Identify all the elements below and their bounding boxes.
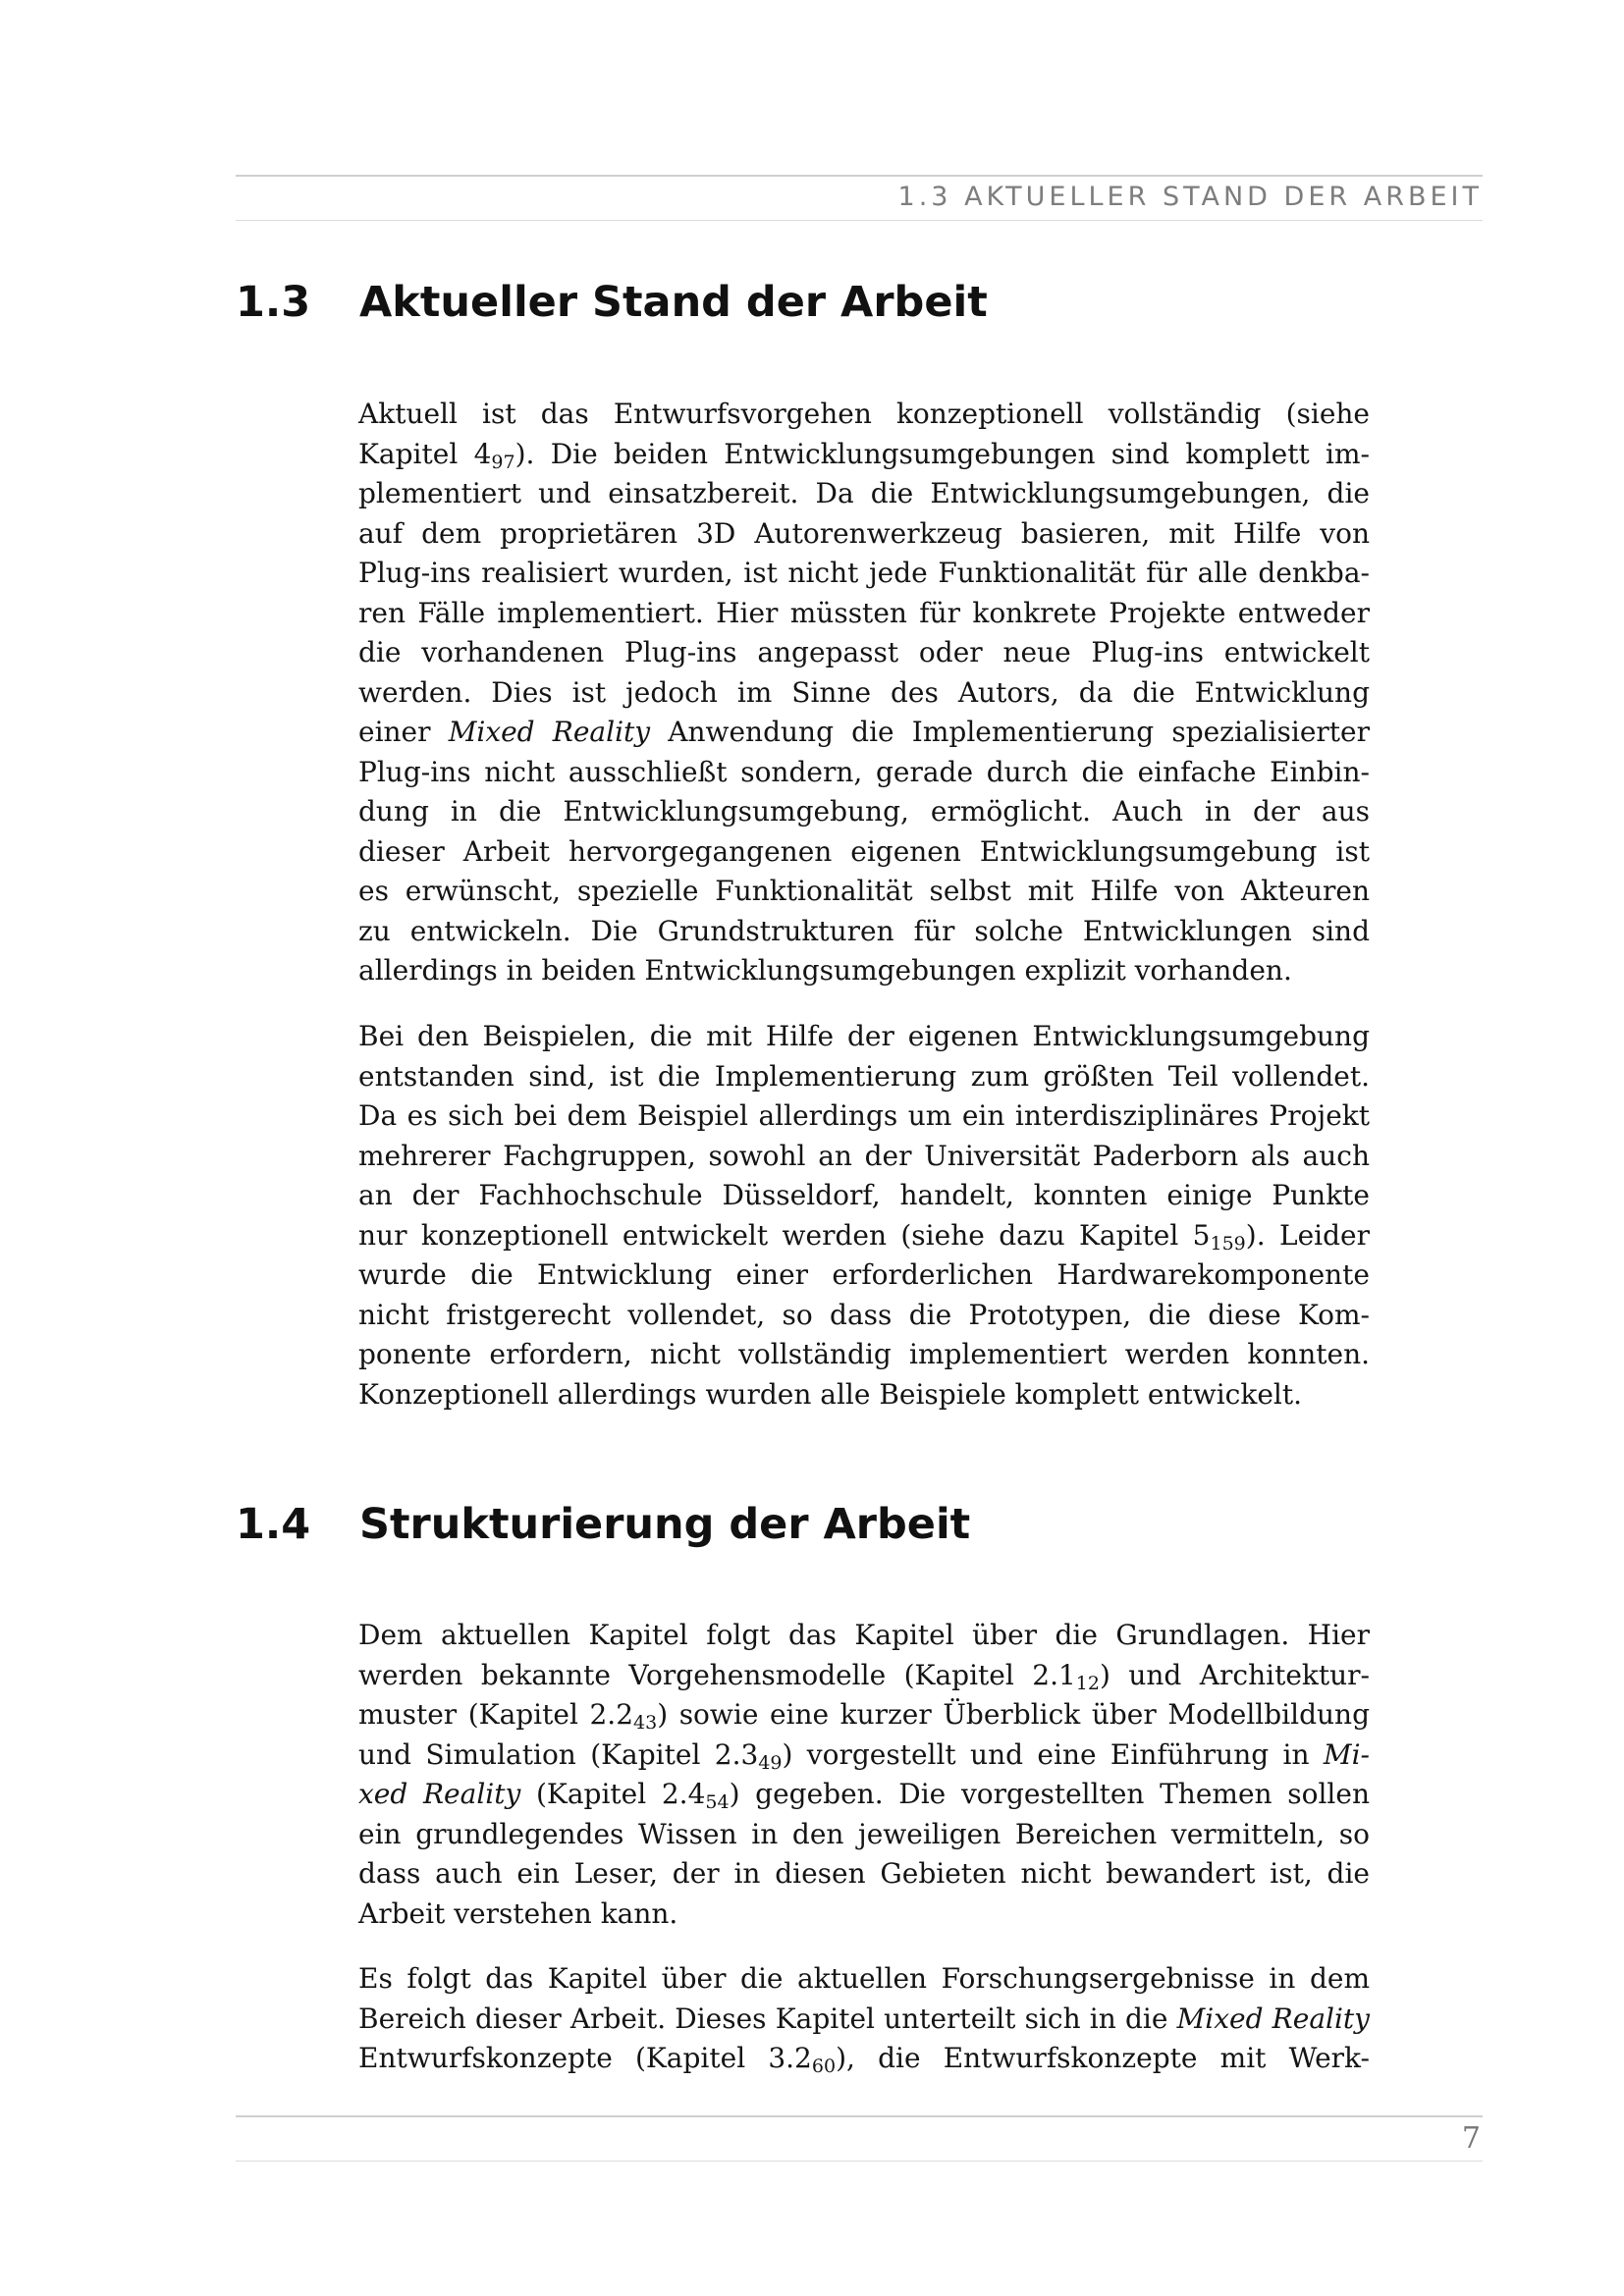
text-line: Arbeit verstehen kann.	[358, 1896, 678, 1930]
section-title: Aktueller Stand der Arbeit	[359, 278, 988, 327]
section-heading-1-3	[236, 273, 988, 332]
text-line: nur konzeptionell entwickelt werden (siehe dazu Kapitel $5_{159}$). Leider	[358, 1218, 1370, 1255]
text-line: ein grundlegendes Wissen in den jeweiligen Bereichen vermitteln, so	[358, 1817, 1370, 1850]
text-line: muster (Kapitel $2.2_{43}$) sowie eine kurzer Überblick über Modellbildung	[358, 1698, 1370, 1734]
paragraph-1-4-a	[358, 1616, 1370, 1934]
text-line: Plug-ins realisiert wurden, ist nicht jede Funktionalität für alle denkba-	[358, 557, 1370, 589]
footer-rule-top	[236, 2115, 1483, 2117]
text-line: und Simulation (Kapitel $2.3_{49}$) vorgestellt und eine Einführung in Mi-	[358, 1737, 1370, 1774]
text-line: mehrerer Fachgruppen, sowohl an der Universität Paderborn als auch	[358, 1139, 1370, 1172]
page-ref-subscript: 54	[705, 1791, 730, 1813]
text-line: Aktuell ist das Entwurfsvorgehen konzeptionell vollständig (siehe	[358, 398, 1370, 430]
text-line: Kapitel $4_{97}$). Die beiden Entwicklungsumgebungen sind komplett im-	[358, 437, 1371, 473]
page-ref-subscript: 12	[1075, 1672, 1100, 1694]
text-line: Es folgt das Kapitel über die aktuellen Forschungsergebnisse in dem	[358, 1962, 1370, 1995]
text-line: Da es sich bei dem Beispiel allerdings um ein interdisziplinäres Projekt	[358, 1099, 1370, 1132]
text-line: Bei den Beispielen, die mit Hilfe der eigenen Entwicklungsumgebung	[358, 1020, 1370, 1052]
running-header: 1.3 AKTUELLER STAND DER ARBEIT	[897, 182, 1483, 212]
paragraph-1-4-b	[358, 1959, 1370, 2079]
section-number: 1.3	[236, 278, 311, 327]
text-line: ponente erfordern, nicht vollständig implementiert werden konnten.	[358, 1338, 1370, 1370]
page-ref-subscript: 97	[491, 451, 515, 473]
section-title: Strukturierung der Arbeit	[359, 1500, 971, 1549]
page-ref-subscript: 49	[758, 1751, 783, 1774]
text-line: wurde die Entwicklung einer erforderlichen Hardwarekomponente	[358, 1258, 1370, 1291]
text-line: nicht fristgerecht vollendet, so dass die Prototypen, die diese Kom-	[358, 1298, 1370, 1331]
text-line: allerdings in beiden Entwicklungsumgebungen explizit vorhanden.	[358, 954, 1292, 987]
page-ref-subscript: 60	[811, 2056, 837, 2077]
page-number: 7	[1461, 2121, 1481, 2156]
text-line: Plug-ins nicht ausschließt sondern, gerade durch die einfache Einbin-	[358, 755, 1370, 788]
text-line: ren Fälle implementiert. Hier müssten für konkrete Projekte entweder	[358, 596, 1370, 629]
text-line: zu entwickeln. Die Grundstrukturen für solche Entwicklungen sind	[358, 914, 1370, 947]
text-line: entstanden sind, ist die Implementierung zum größten Teil vollendet.	[358, 1059, 1370, 1093]
italic-term: xed Reality	[358, 1778, 521, 1810]
text-line: werden bekannte Vorgehensmodelle (Kapitel $2.1_{12}$) und Architektur-	[358, 1658, 1370, 1694]
footer-rule-bottom	[236, 2161, 1483, 2162]
text-line: die vorhandenen Plug-ins angepasst oder neue Plug-ins entwickelt	[358, 636, 1370, 668]
text-line: dieser Arbeit hervorgegangenen eigenen Entwicklungsumgebung ist	[358, 834, 1370, 868]
text-line: Konzeptionell allerdings wurden alle Beispiele komplett entwickelt.	[358, 1377, 1303, 1411]
paragraph-1-3-a	[358, 395, 1370, 991]
text-line: dass auch ein Leser, der in diesen Gebieten nicht bewandert ist, die	[358, 1857, 1370, 1890]
section-heading-1-4	[236, 1495, 970, 1554]
section-number: 1.4	[236, 1500, 311, 1549]
text-line: werden. Dies ist jedoch im Sinne des Autors, da die Entwicklung	[358, 675, 1370, 709]
text-line: auf dem proprietären 3D Autorenwerkzeug basieren, mit Hilfe von	[358, 516, 1370, 550]
text-line: es erwünscht, spezielle Funktionalität selbst mit Hilfe von Akteuren	[358, 875, 1370, 907]
text-line: Bereich dieser Arbeit. Dieses Kapitel unterteilt sich in die Mixed Reality	[358, 2002, 1371, 2035]
header-rule-bottom	[236, 220, 1483, 221]
text-line: Entwurfskonzepte (Kapitel $3.2_{60}$), die Entwurfskonzepte mit Werk-	[358, 2042, 1370, 2077]
italic-term: Mixed Reality	[448, 716, 651, 748]
text-line: dung in die Entwicklungsumgebung, ermöglicht. Auch in der aus	[358, 795, 1370, 828]
italic-term: Mi-	[1323, 1737, 1370, 1771]
italic-term: Mixed Reality	[1176, 2002, 1371, 2035]
text-line: xed Reality (Kapitel $2.4_{54}$) gegeben. Die vorgestellten Themen sollen	[358, 1778, 1370, 1813]
page-ref-subscript: 159	[1210, 1232, 1246, 1255]
page-ref-subscript: 43	[633, 1712, 658, 1734]
text-line: einer Mixed Reality Anwendung die Implementierung spezialisierter	[358, 716, 1370, 748]
paragraph-1-3-b	[358, 1017, 1370, 1415]
text-line: Dem aktuellen Kapitel folgt das Kapitel über die Grundlagen. Hier	[358, 1619, 1370, 1651]
text-line: plementiert und einsatzbereit. Da die Entwicklungsumgebungen, die	[358, 477, 1370, 509]
text-line: an der Fachhochschule Düsseldorf, handelt, konnten einige Punkte	[358, 1179, 1370, 1211]
